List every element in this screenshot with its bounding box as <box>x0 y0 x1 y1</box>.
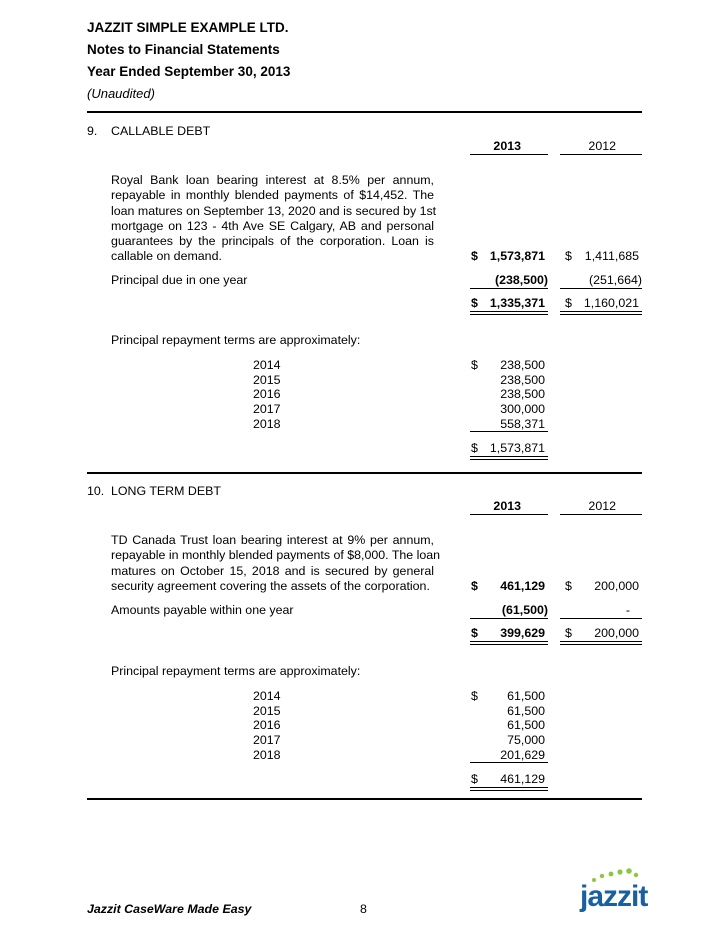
note9-amount: 558,371 <box>500 416 545 431</box>
note9-col-2012-rule <box>560 154 642 155</box>
note10-amount: 61,500 <box>507 689 545 703</box>
report-period: Year Ended September 30, 2013 <box>87 64 291 79</box>
note10-desc-line: TD Canada Trust loan bearing interest at 9% per annum, <box>111 533 434 547</box>
note10-year: 2018 <box>253 747 281 762</box>
note10-payable-2012: - <box>625 603 630 617</box>
note10-number: 10. <box>87 484 105 498</box>
note9-loan-2012: 1,411,685 <box>584 249 639 263</box>
note10-repay-double-rule <box>470 787 548 791</box>
note10-total-2013: 399,629 <box>500 626 545 640</box>
note10-amounts <box>470 689 545 763</box>
note10-repay-label: Principal repayment terms are approximately: <box>111 664 361 678</box>
note9-total-double-rule-2013 <box>470 311 548 315</box>
note10-col-2012: 2012 <box>588 499 616 513</box>
note9-loan-2013: 1,573,871 <box>489 249 545 263</box>
note9-year: 2018 <box>253 416 281 431</box>
note9-desc-line: repayable in monthly blended payments of $14,452. The <box>111 188 434 203</box>
jazzit-logo <box>580 866 648 920</box>
note9-repay-double-rule <box>470 456 548 460</box>
note10-loan-dollar-2012: $ <box>565 579 572 593</box>
note9-amount: 238,500 <box>500 372 545 387</box>
note10-total-2012: 200,000 <box>594 626 639 640</box>
note9-title: CALLABLE DEBT <box>111 124 211 138</box>
note9-repay-total: 1,573,871 <box>489 441 545 455</box>
note10-desc-line: security agreement covering the assets of the corporation. <box>111 578 430 593</box>
note9-principal-2013: (238,500) <box>494 273 548 287</box>
note9-loan-dollar-2013: $ <box>471 249 478 263</box>
note10-year: 2017 <box>253 733 281 748</box>
logo-wordmark: jazzit <box>580 880 648 913</box>
note10-amount: 201,629 <box>500 747 545 762</box>
note9-desc-line: mortgage on 123 - 4th Ave SE Calgary, AB and personal <box>111 218 434 233</box>
note9-repay-total-dollar: $ <box>471 441 478 455</box>
note10-loan-2013: 461,129 <box>500 579 545 593</box>
note10-payable-2013: (61,500) <box>501 603 548 617</box>
note9-repay-label: Principal repayment terms are approximately: <box>111 333 361 347</box>
note10-divider <box>87 798 642 800</box>
note9-principal-label: Principal due in one year <box>111 273 248 287</box>
footer-left: Jazzit CaseWare Made Easy <box>87 902 252 916</box>
note9-repay-dollar: $ <box>471 358 478 372</box>
note10-title: LONG TERM DEBT <box>111 484 221 498</box>
note10-repay-dollar: $ <box>471 689 478 703</box>
note9-principal-2012: (251,664) <box>588 273 642 287</box>
note9-number: 9. <box>87 124 98 138</box>
note10-repay-rule <box>470 762 548 763</box>
note9-total-2012: 1,160,021 <box>583 296 639 310</box>
note9-amount: 300,000 <box>500 402 545 417</box>
note10-year: 2015 <box>253 703 281 718</box>
note10-total-dollar-2013: $ <box>471 626 478 640</box>
note10-description <box>111 533 441 594</box>
note9-description <box>111 173 437 265</box>
note9-year: 2014 <box>253 358 281 372</box>
note10-col-2013-rule <box>470 514 548 515</box>
note10-subtotal-rule-2013 <box>470 618 548 619</box>
note9-desc-line: loan matures on September 13, 2020 and is secured by 1st <box>111 203 437 218</box>
note9-total-double-rule-2012 <box>560 311 642 315</box>
note10-year: 2016 <box>253 718 281 733</box>
note9-desc-line: callable on demand. <box>111 249 222 264</box>
note9-total-dollar-2013: $ <box>471 296 478 310</box>
note9-loan-dollar-2012: $ <box>565 249 572 263</box>
note10-col-2012-rule <box>560 514 642 515</box>
note10-loan-dollar-2013: $ <box>471 579 478 593</box>
note10-year: 2014 <box>253 689 281 703</box>
note9-total-2013: 1,335,371 <box>489 296 545 310</box>
page-number: 8 <box>360 902 367 916</box>
note9-desc-line: Royal Bank loan bearing interest at 8.5% per annum, <box>111 173 434 187</box>
note9-subtotal-rule-2012 <box>560 288 642 289</box>
note10-total-dollar-2012: $ <box>565 626 572 640</box>
note10-amount: 61,500 <box>507 703 545 718</box>
note10-repay-total-dollar: $ <box>471 772 478 786</box>
note9-year: 2017 <box>253 402 281 417</box>
note9-years <box>253 358 281 432</box>
header-divider <box>87 111 642 113</box>
note9-col-2013: 2013 <box>493 139 521 153</box>
note9-year: 2015 <box>253 372 281 387</box>
note10-col-2013: 2013 <box>493 499 521 513</box>
note10-desc-line: matures on October 15, 2018 and is secured by general <box>111 563 434 578</box>
note10-loan-2012: 200,000 <box>594 579 639 593</box>
note10-amount: 75,000 <box>507 733 545 748</box>
note9-divider <box>87 472 642 474</box>
note9-amounts <box>470 358 545 432</box>
note9-desc-line: guarantees by the principals of the corporation. Loan is <box>111 234 434 249</box>
note9-col-2012: 2012 <box>588 139 616 153</box>
note10-subtotal-rule-2012 <box>560 618 642 619</box>
note9-col-2013-rule <box>470 154 548 155</box>
note10-repay-total: 461,129 <box>500 772 545 786</box>
report-status: (Unaudited) <box>87 86 155 101</box>
note10-total-double-rule-2012 <box>560 641 642 645</box>
note9-subtotal-rule-2013 <box>470 288 548 289</box>
note9-year: 2016 <box>253 387 281 402</box>
note9-total-dollar-2012: $ <box>565 296 572 310</box>
note9-repay-rule <box>470 431 548 432</box>
note9-amount: 238,500 <box>500 387 545 402</box>
note10-amount: 61,500 <box>507 718 545 733</box>
note10-years <box>253 689 281 763</box>
report-title: Notes to Financial Statements <box>87 42 280 57</box>
note10-payable-label: Amounts payable within one year <box>111 603 294 617</box>
note10-total-double-rule-2013 <box>470 641 548 645</box>
note10-desc-line: repayable in monthly blended payments of $8,000. The loan <box>111 548 441 563</box>
note9-amount: 238,500 <box>500 358 545 372</box>
company-name: JAZZIT SIMPLE EXAMPLE LTD. <box>87 20 289 35</box>
